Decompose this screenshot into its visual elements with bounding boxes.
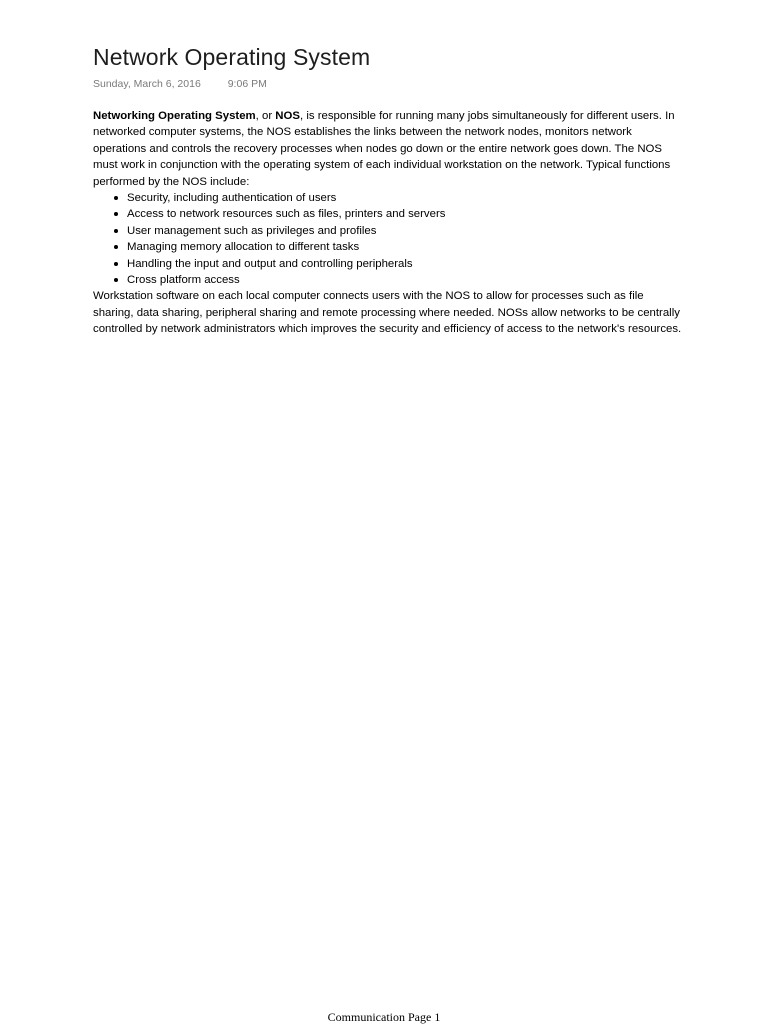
- list-item: User management such as privileges and profiles: [127, 223, 683, 239]
- list-item: Security, including authentication of users: [127, 190, 683, 206]
- list-item: Managing memory allocation to different tasks: [127, 239, 683, 255]
- page-footer: Communication Page 1: [327, 1010, 441, 1024]
- note-time: 9:06 PM: [227, 78, 267, 90]
- intro-separator: , or: [255, 110, 276, 122]
- closing-paragraph: Workstation software on each local computer connects users with the NOS to allow for processes such as file sharing, data sharing, peripheral sharing and remote processing where needed. NOSs allow networks to be centrally controlled by network administrators which improves the security and efficiency of access to the network's resources.: [93, 290, 682, 336]
- list-item: Handling the input and output and controlling peripherals: [127, 256, 683, 272]
- functions-list: [93, 190, 683, 288]
- intro-abbreviation: NOS: [275, 110, 300, 122]
- intro-paragraph: [93, 108, 683, 190]
- list-item: Cross platform access: [127, 272, 683, 288]
- page-title: Network Operating System: [93, 44, 371, 70]
- note-date: Sunday, March 6, 2016: [93, 78, 201, 90]
- intro-term: Networking Operating System: [93, 110, 256, 122]
- note-timestamp: [93, 78, 267, 90]
- note-body: [93, 108, 683, 338]
- list-item: Access to network resources such as files, printers and servers: [127, 206, 683, 222]
- intro-text: , is responsible for running many jobs simultaneously for different users. In networked computer systems, the NOS establishes the links between the network nodes, monitors network operations and controls the recovery processes when nodes go down or the entire network goes down. The NOS must work in conjunction with the operating system of each individual workstation on the network. Typical functions performed by the NOS include:: [93, 110, 675, 188]
